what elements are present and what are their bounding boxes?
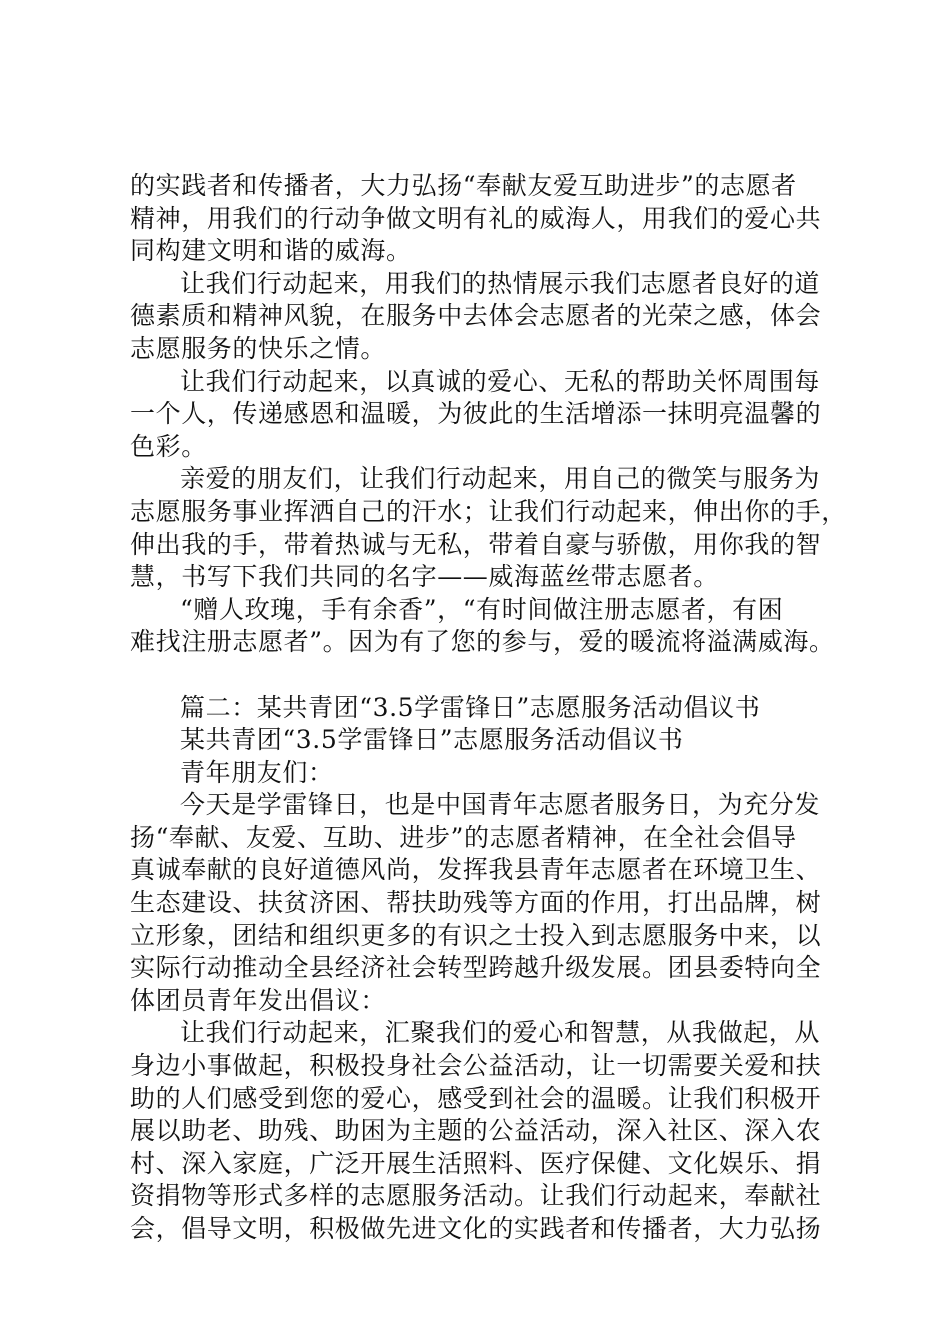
text-line: 一个人，传递感恩和温暖，为彼此的生活增添一抹明亮温馨的 [130,399,822,429]
text-line: 体团员青年发出倡议： [130,985,387,1015]
text-line: 德素质和精神风貌，在服务中去体会志愿者的光荣之感，体会 [130,301,822,331]
text-line: 让我们行动起来，用我们的热情展示我们志愿者良好的道 [180,268,821,298]
text-line: 身边小事做起，积极投身社会公益活动，让一切需要关爱和扶 [130,1051,822,1081]
text-line: 难找注册志愿者”。因为有了您的参与，爱的暖流将溢满威海。 [130,627,835,657]
text-line: 同构建文明和谐的威海。 [130,236,412,266]
text-line: 慧，书写下我们共同的名字——威海蓝丝带志愿者。 [130,562,719,592]
text-line: 立形象，团结和组织更多的有识之士投入到志愿服务中来，以 [130,920,822,950]
text-line: 村、深入家庭，广泛开展生活照料、医疗保健、文化娱乐、捐 [130,1148,822,1178]
blank-line [130,659,850,692]
text-line: 会，倡导文明，积极做先进文化的实践者和传播者，大力弘扬 [130,1214,822,1243]
text-line: 志愿服务的快乐之情。 [130,333,387,363]
text-line: 某共青团“3.5学雷锋日”志愿服务活动倡议书 [180,725,684,755]
text-line: 生态建设、扶贫济困、帮扶助残等方面的作用，打出品牌，树 [130,888,822,918]
text-line: 精神，用我们的行动争做文明有礼的威海人，用我们的爱心共 [130,203,822,233]
text-line: 篇二：某共青团“3.5学雷锋日”志愿服务活动倡议书 [180,692,761,722]
text-line: 真诚奉献的良好道德风尚，发挥我县青年志愿者在环境卫生、 [130,855,822,885]
text-line: 今天是学雷锋日，也是中国青年志愿者服务日，为充分发 [180,790,821,820]
text-line: 展以助老、助残、助困为主题的公益活动，深入社区、深入农 [130,1116,822,1146]
text-line: 色彩。 [130,431,207,461]
text-line: 亲爱的朋友们，让我们行动起来，用自己的微笑与服务为 [180,464,821,494]
text-line: 扬“奉献、友爱、互助、进步”的志愿者精神，在全社会倡导 [130,822,797,852]
text-line: 志愿服务事业挥洒自己的汗水；让我们行动起来，伸出你的手， [130,496,847,526]
document-page [130,170,850,1246]
text-line: 资捐物等形式多样的志愿服务活动。让我们行动起来，奉献社 [130,1181,822,1211]
text-line: “赠人玫瑰，手有余香”，“有时间做注册志愿者，有困 [180,594,784,624]
text-line: 实际行动推动全县经济社会转型跨越升级发展。团县委特向全 [130,953,822,983]
text-line: 伸出我的手，带着热诚与无私，带着自豪与骄傲，用你我的智 [130,529,822,559]
text-line: 让我们行动起来，汇聚我们的爱心和智慧，从我做起，从 [180,1018,821,1048]
text-line: 的实践者和传播者，大力弘扬“奉献友爱互助进步”的志愿者 [130,171,797,200]
text-line: 让我们行动起来，以真诚的爱心、无私的帮助关怀周围每 [180,366,821,396]
text-line: 助的人们感受到您的爱心，感受到社会的温暖。让我们积极开 [130,1083,822,1113]
text-line: 青年朋友们： [180,757,334,787]
